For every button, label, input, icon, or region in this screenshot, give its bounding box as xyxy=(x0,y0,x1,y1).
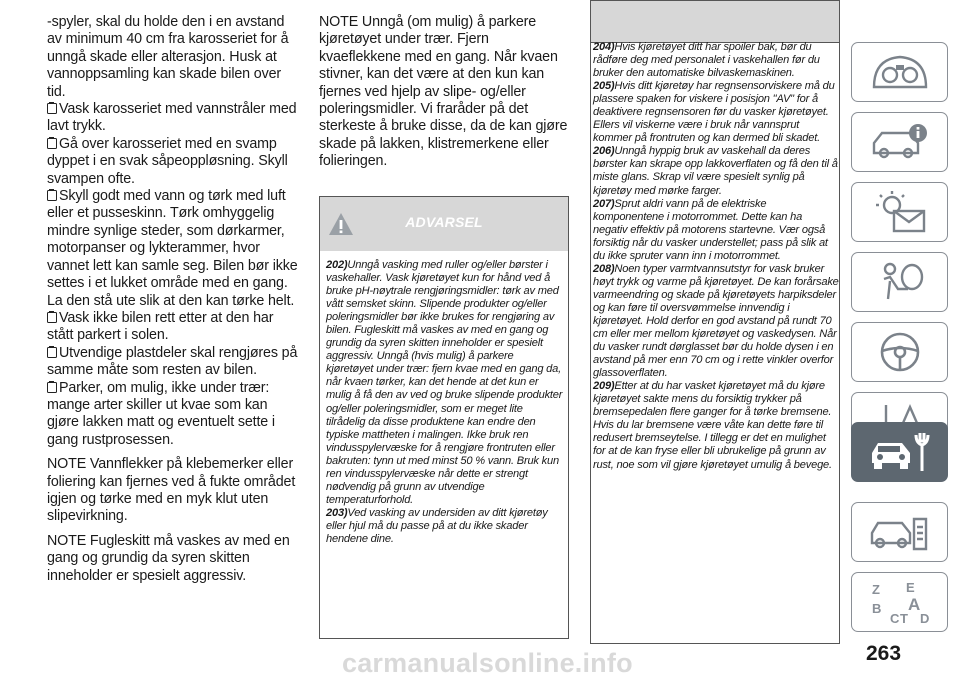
column-left xyxy=(47,14,299,585)
svg-text:Z: Z xyxy=(871,582,880,597)
bullet-item: Skyll godt med vann og tørk med luft eller et pusseskinn. Tørk omhyggelig mindre synlige steder, som dørkarmer, motorpanser og lykterammer, hvor vannet lett kan samle seg. Bilen bør ikke settes i et lukket område med en gang. La den stå ute slik at den kan tørke helt. xyxy=(47,188,298,309)
bullet-box-icon xyxy=(47,382,57,393)
tab-index[interactable] xyxy=(851,572,948,632)
bullet-box-icon xyxy=(47,103,57,114)
index-letters-icon xyxy=(868,579,932,625)
warning-item: 203)Ved vasking av undersiden av ditt kjøretøy eller hjul må du passe på at du ikke skader hendene dine. xyxy=(326,506,548,545)
tab-technical-data[interactable] xyxy=(851,502,948,562)
warning-item: 202)Unngå vasking med ruller og/eller børster i vaskehaller. Vask kjøretøyet kun for hånd ved å bruke pH-nøytrale rengjøringsmidler: tørk av med vått semsket skinn. Slipende produkter og/eller poleringsmidler bør ikke brukes for rengjøring av bilen. Fugleskitt må vaskes av med en gang og grundig da syren skitten inneholder er spesielt aggressiv. Unngå (hvis mulig) å parkere kjøretøyet under trær: fjern kvae med en gang da, når kvaen tørker, kan det hende at det kun er mulig å få den av ved og bruke slipende produkter og/eller poleringsmidler, som er meget lite tilrådelig da disse produktene kan endre den typiske mattheten i malingen. Ikke bruk ren vindusspylervæske for å rengjøre frontruten eller bakruten: tynn ut med minst 50 % vann. Bruk kun ren vindusspylervæske når dette er strengt nødvendig på grunn av utvendige temperaturforhold. xyxy=(326,259,563,506)
bullet-box-icon xyxy=(47,138,57,149)
tab-dashboard[interactable] xyxy=(851,42,948,102)
warning-body-continued xyxy=(593,41,839,472)
car-maintenance-icon xyxy=(868,429,932,475)
bullet-box-icon xyxy=(47,347,57,358)
watermark: carmanualsonline.info xyxy=(342,648,633,678)
tab-safety[interactable] xyxy=(851,252,948,312)
warning-title: ADVARSEL xyxy=(405,214,483,230)
svg-text:B: B xyxy=(871,601,881,616)
note-paragraph: NOTE Vannflekker på klebemerker eller foliering kan fjernes ved å fukte området igjen og tørke med en myk klut uten slipevirkning. xyxy=(47,456,296,525)
airbag-safety-icon xyxy=(868,259,932,305)
bullet-item: Parker, om mulig, ikke under trær: mange arter skiller ut kvae som kan gjøre lakken matt og eventuelt sette i gang rustprosessen. xyxy=(47,379,275,448)
technical-data-icon xyxy=(868,509,932,555)
car-info-icon xyxy=(868,119,932,165)
svg-text:C: C xyxy=(889,611,899,625)
warning-lights-icon xyxy=(868,189,932,235)
warning-item: 208)Noen typer varmtvannsutstyr for vask bruker høyt trykk og varme på kjøretøyet. De kan forårsake varmeendring og skade på kjøretøyets harpiksdeler og kan føre til oversvømmelse innvendig i kjøretøyet. Hold derfor en god avstand på rundt 70 cm eller mer mellom kjøretøyet og vaskedysen. Når du vasker rundt dørglasset bør du holde dysen i en avstand på mer enn 70 cm og i rette vinkler overfor glassoverflaten. xyxy=(593,262,839,380)
tab-car-info[interactable] xyxy=(851,112,948,172)
page-number: 263 xyxy=(866,642,902,665)
column-middle xyxy=(319,14,569,545)
warning-box xyxy=(319,196,569,639)
bullet-box-icon xyxy=(47,312,57,323)
bullet-item: Vask karosseriet med vannstråler med lavt trykk. xyxy=(47,101,297,135)
bullet-item: Utvendige plastdeler skal rengjøres på samme måte som resten av bilen. xyxy=(47,344,298,379)
warning-item: 204)Hvis kjøretøyet ditt har spoiler bak, bør du rådføre deg med personalet i vaskehallen før du bruker den automatiske bilvaskemaskinen. xyxy=(593,41,820,80)
svg-text:D: D xyxy=(919,611,929,625)
warning-item: 209)Etter at du har vasket kjøretøyet må du kjøre kjøretøyet sakte mens du forsiktig trykker på bremsepedalen flere ganger for å tørke bremsene. Hvis du lar bremsene være våte kan dette føre til redusert bremseytelse. I tillegg er det en mulighet for at de kan fryse eller bli ubrukelige på grunn av rust, noe som vil gjøre kjøretøyet umulig å bevege. xyxy=(593,380,832,471)
svg-text:A: A xyxy=(907,595,920,614)
warning-item: 205)Hvis ditt kjøretøy har regnsensorviskere må du plassere spaken for viskere i posisjon "AV" for å deaktivere regnsensoren før du vasker kjøretøyet. Ellers vil viskerne være i bruk når vannsprut kommer på frontruten og kan dermed bli skadet. xyxy=(593,80,835,145)
warning-body xyxy=(320,251,568,546)
car-dashboard-icon xyxy=(868,49,932,95)
warning-box-continued-header xyxy=(590,0,840,42)
note-paragraph: NOTE Unngå (om mulig) å parkere kjøretøyet under trær. Fjern kvaeflekkene med en gang. Når kvaen stivner, kan det være at den kun kan fjernes ved hjelp av slipe- og/eller poleringsmidler. Vi fraråder på det sterkeste å bruke disse, da de kan gjøre skade på lakken, klistremerkene eller folieringen. xyxy=(319,14,568,170)
bullet-box-icon xyxy=(47,190,57,201)
tab-driving[interactable] xyxy=(851,322,948,382)
svg-text:E: E xyxy=(905,580,915,595)
tab-warning-lights[interactable] xyxy=(851,182,948,242)
steering-wheel-icon xyxy=(868,329,932,375)
svg-text:T: T xyxy=(899,611,908,625)
tab-maintenance-active[interactable] xyxy=(851,422,948,482)
warning-header xyxy=(320,197,568,251)
warning-item: 207)Sprut aldri vann på de elektriske komponentene i motorrommet. Dette kan ha negativ effektiv på motorens startevne. Vær også forsiktig når du vasker understellet; pass på slik at du ikke spruter vann inn i motorrommet. xyxy=(593,197,828,262)
intro-paragraph: -spyler, skal du holde den i en avstand av minimum 40 cm fra karosseriet for å unngå skade eller alterasjon. Husk at vannoppsamling kan skade bilen over tid. xyxy=(47,14,289,100)
bullet-item: Vask ikke bilen rett etter at den har stått parkert i solen. xyxy=(47,309,274,344)
bullet-item: Gå over karosseriet med en svamp dyppet i en svak såpeoppløsning. Skyll svampen ofte. xyxy=(47,135,288,187)
note-paragraph: NOTE Fugleskitt må vaskes av med en gang og grundig da syren skitten inneholder er spesielt aggressiv. xyxy=(47,532,290,584)
warning-item: 206)Unngå hyppig bruk av vaskehall da deres børster kan skrape opp lakkoverflaten og få den til å miste glans. Skrap vil være spesielt synlig på kjøretøy med mørke farger. xyxy=(593,145,838,197)
